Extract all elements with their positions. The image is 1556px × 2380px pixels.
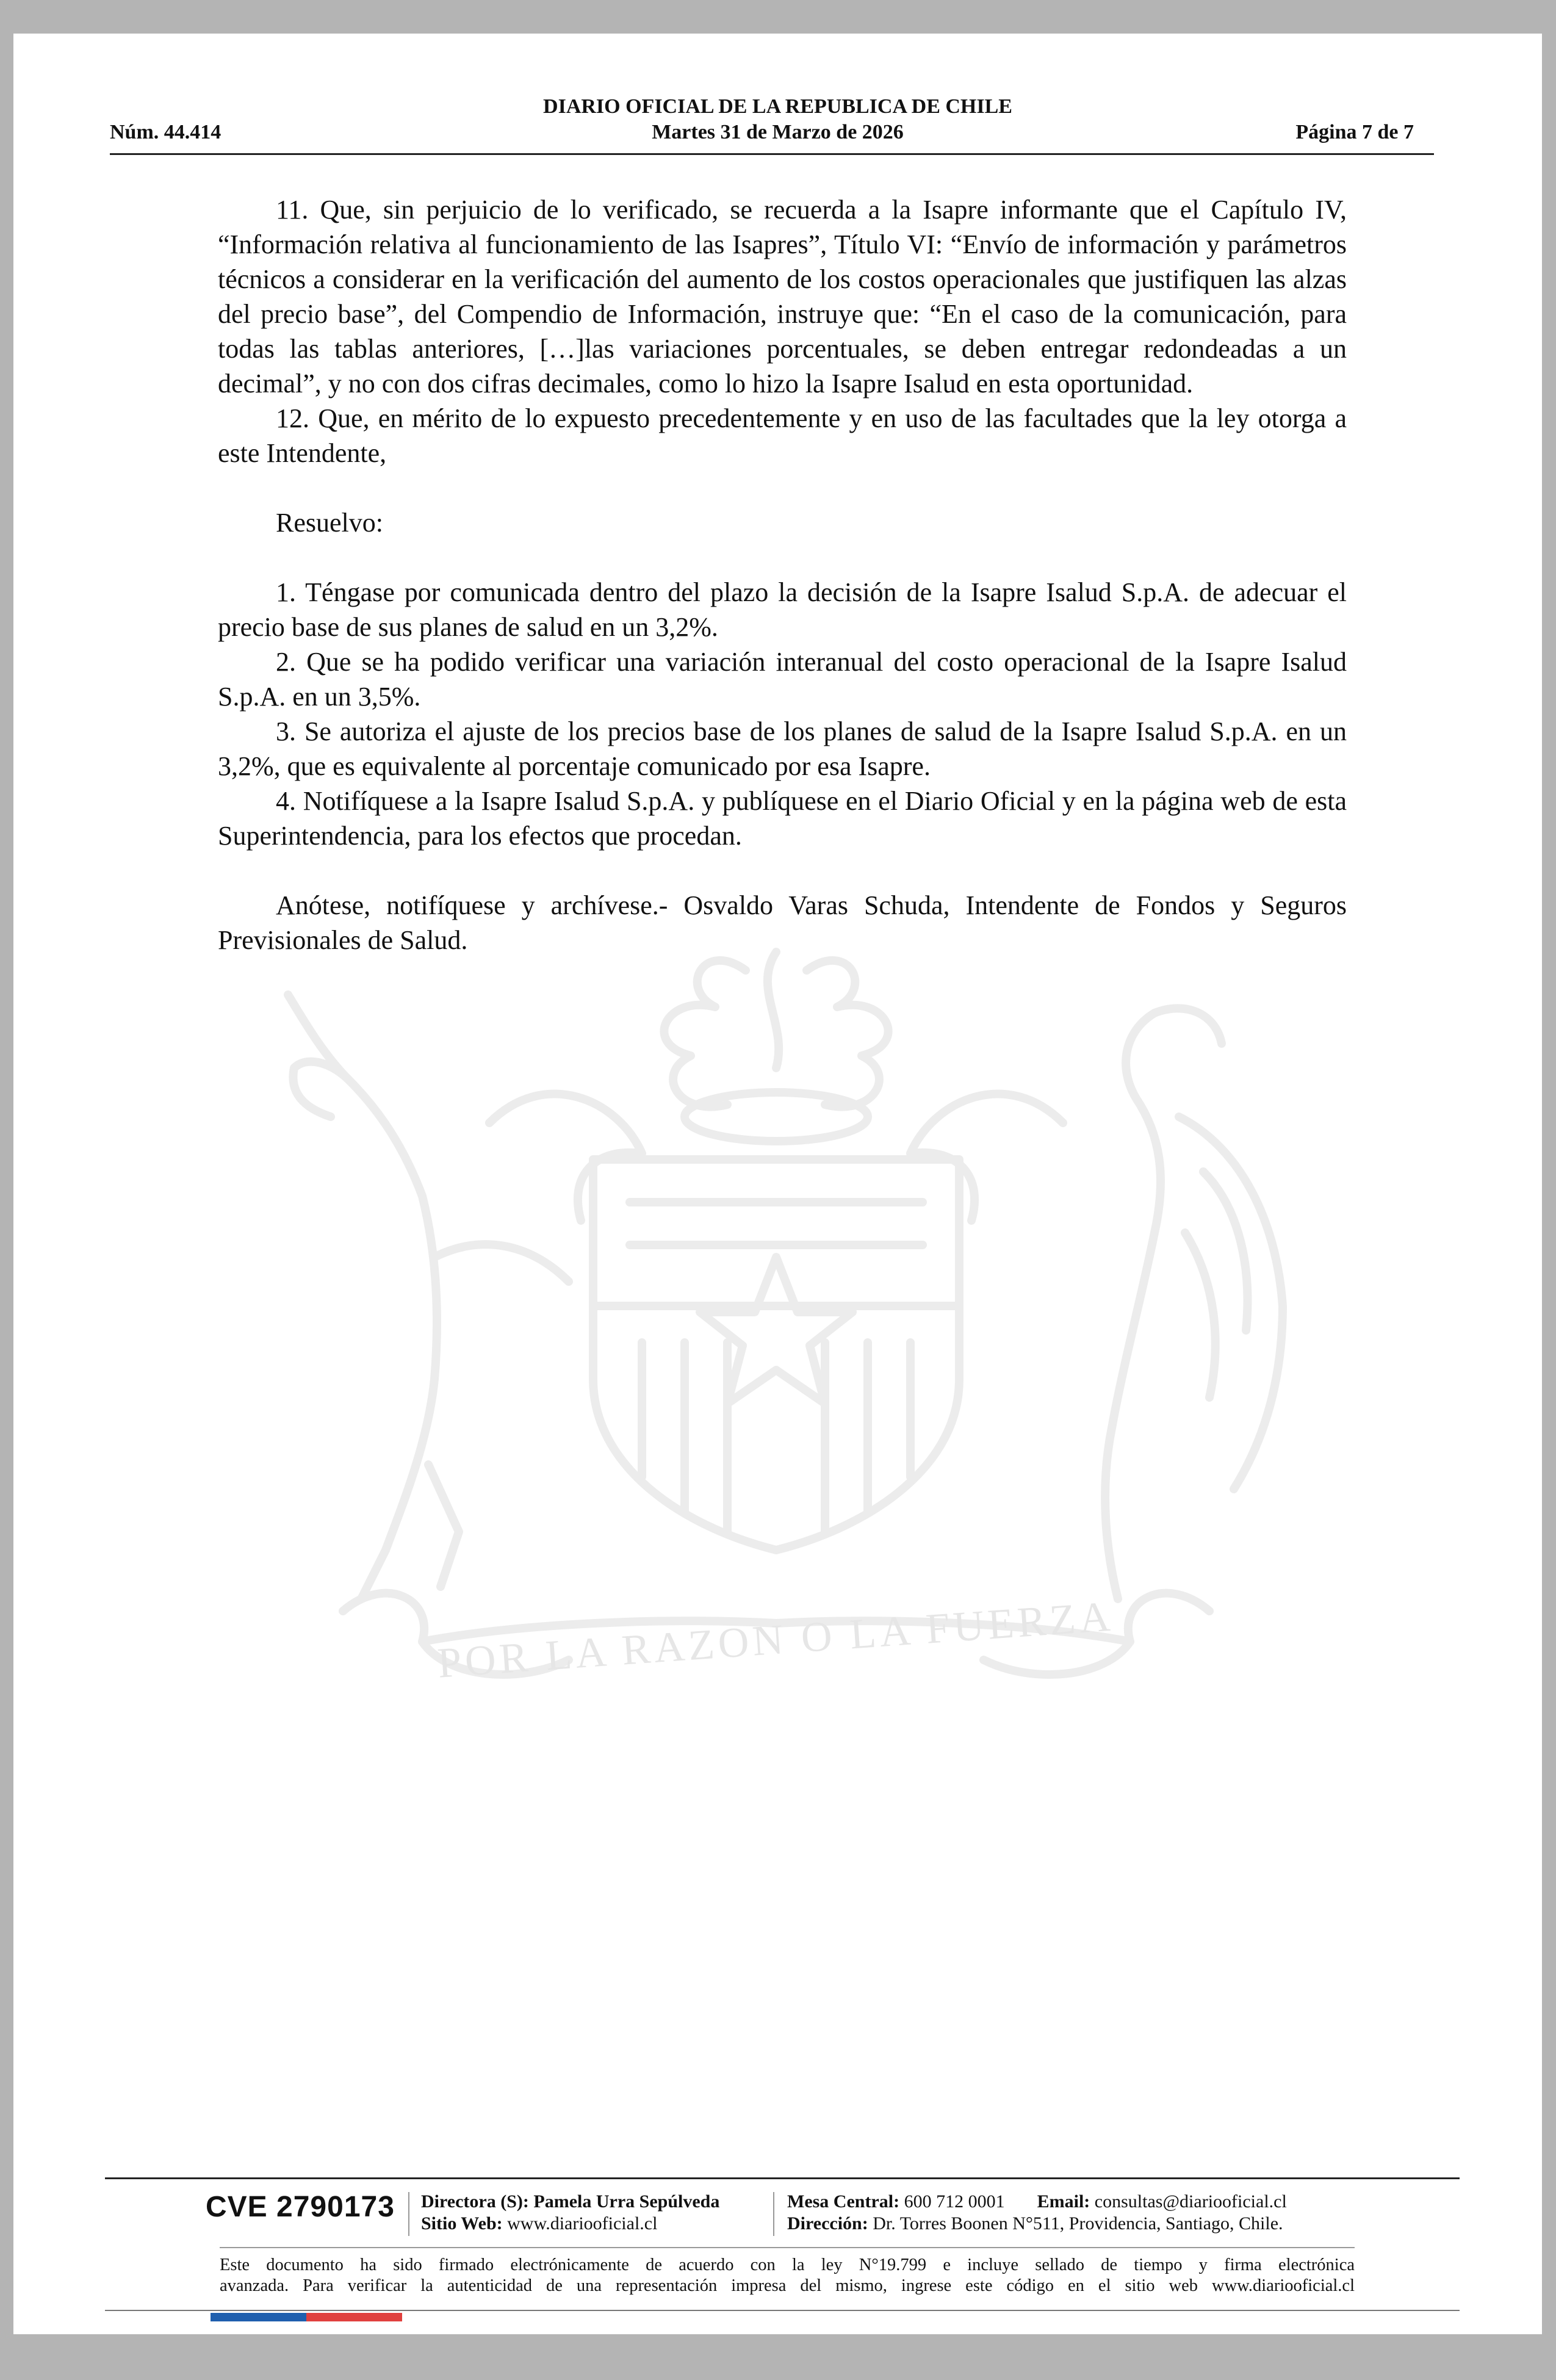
address-line (787, 2213, 1283, 2235)
resolution-item-2: 2. Que se ha podido verificar una variación interanual del costo operacional de la Isapre Isalud S.p.A. en un 3,5%. (218, 647, 1347, 712)
contact-line (787, 2191, 1287, 2213)
header-divider (110, 153, 1434, 155)
website-line (421, 2213, 657, 2235)
coat-of-arms-watermark (203, 915, 1344, 1709)
website-value[interactable]: www.diariooficial.cl (507, 2213, 658, 2234)
paragraph-12: 12. Que, en mérito de lo expuesto precedentemente y en uso de las facultades que la ley otorga a este Intendente, (218, 403, 1347, 468)
flag-stripe-red (306, 2313, 402, 2321)
email-value[interactable]: consultas@diariooficial.cl (1094, 2191, 1287, 2212)
paragraph-11: 11. Que, sin perjuicio de lo verificado, se recuerda a la Isapre informante que el Capítulo IV, “Información relativa al funcionamiento de las Isapres”, Título VI: “Envío de información y parámetros técnicos a considerar en la verificación del aumento de los costos operacionales que justifiquen las alzas del precio base”, del Compendio de Información, instruye que: “En el caso de la comunicación, para todas las tablas anteriores, […]las variaciones porcentuales, se deben entregar redondeadas a un decimal”, y no con dos cifras decimales, como lo hizo la Isapre Isalud en esta oportunidad. (218, 195, 1347, 398)
director-name: Pamela Urra Sepúlveda (533, 2191, 720, 2212)
newspaper-title: DIARIO OFICIAL DE LA REPUBLICA DE CHILE (543, 95, 1012, 118)
resolution-heading: Resuelvo: (276, 508, 383, 538)
address-label: Dirección: (787, 2213, 868, 2234)
document-page (13, 34, 1542, 2334)
footer-separator (773, 2192, 774, 2236)
page-number: Página 7 de 7 (1295, 121, 1414, 143)
flag-stripe-blue (211, 2313, 306, 2321)
footer-divider-bottom (105, 2310, 1460, 2311)
phone-label: Mesa Central: (787, 2191, 900, 2212)
address-value: Dr. Torres Boonen N°511, Providencia, Santiago, Chile. (873, 2213, 1283, 2234)
website-label: Sitio Web: (421, 2213, 503, 2234)
email-label: Email: (1037, 2191, 1090, 2212)
issue-date: Martes 31 de Marzo de 2026 (652, 121, 904, 143)
director-line (421, 2191, 719, 2213)
footer-divider-top (105, 2177, 1460, 2179)
phone-value: 600 712 0001 (904, 2191, 1005, 2212)
footer-divider-middle (220, 2247, 1355, 2248)
closing-signature: Anótese, notifíquese y archívese.- Osvaldo Varas Schuda, Intendente de Fondos y Seguros Previsionales de Salud. (218, 890, 1347, 955)
resolution-item-1: 1. Téngase por comunicada dentro del plazo la decisión de la Isapre Isalud S.p.A. de adecuar el precio base de sus planes de salud en un 3,2%. (218, 577, 1347, 642)
coat-of-arms-motto: POR LA RAZON O LA FUERZA (436, 1593, 1115, 1687)
director-label: Directora (S): (421, 2191, 529, 2212)
issue-number: Núm. 44.414 (110, 121, 222, 143)
legal-notice-line-2: avanzada. Para verificar la autenticidad de una representación impresa del mismo, ingrese este código en el sitio web www.diariooficial.cl (220, 2276, 1355, 2295)
cve-code: CVE 2790173 (206, 2191, 395, 2223)
document-body (218, 192, 1347, 957)
legal-notice-line-1: Este documento ha sido firmado electrónicamente de acuerdo con la ley N°19.799 e incluye sellado de tiempo y firma electrónica (220, 2256, 1355, 2274)
footer-separator (408, 2192, 409, 2236)
electronic-signature-notice (220, 2255, 1355, 2296)
resolution-item-3: 3. Se autoriza el ajuste de los precios base de los planes de salud de la Isapre Isalud S.p.A. en un 3,2%, que es equivalente al porcentaje comunicado por esa Isapre. (218, 716, 1347, 781)
resolution-item-4: 4. Notifíquese a la Isapre Isalud S.p.A. y publíquese en el Diario Oficial y en la página web de esta Superintendencia, para los efectos que procedan. (218, 786, 1347, 851)
